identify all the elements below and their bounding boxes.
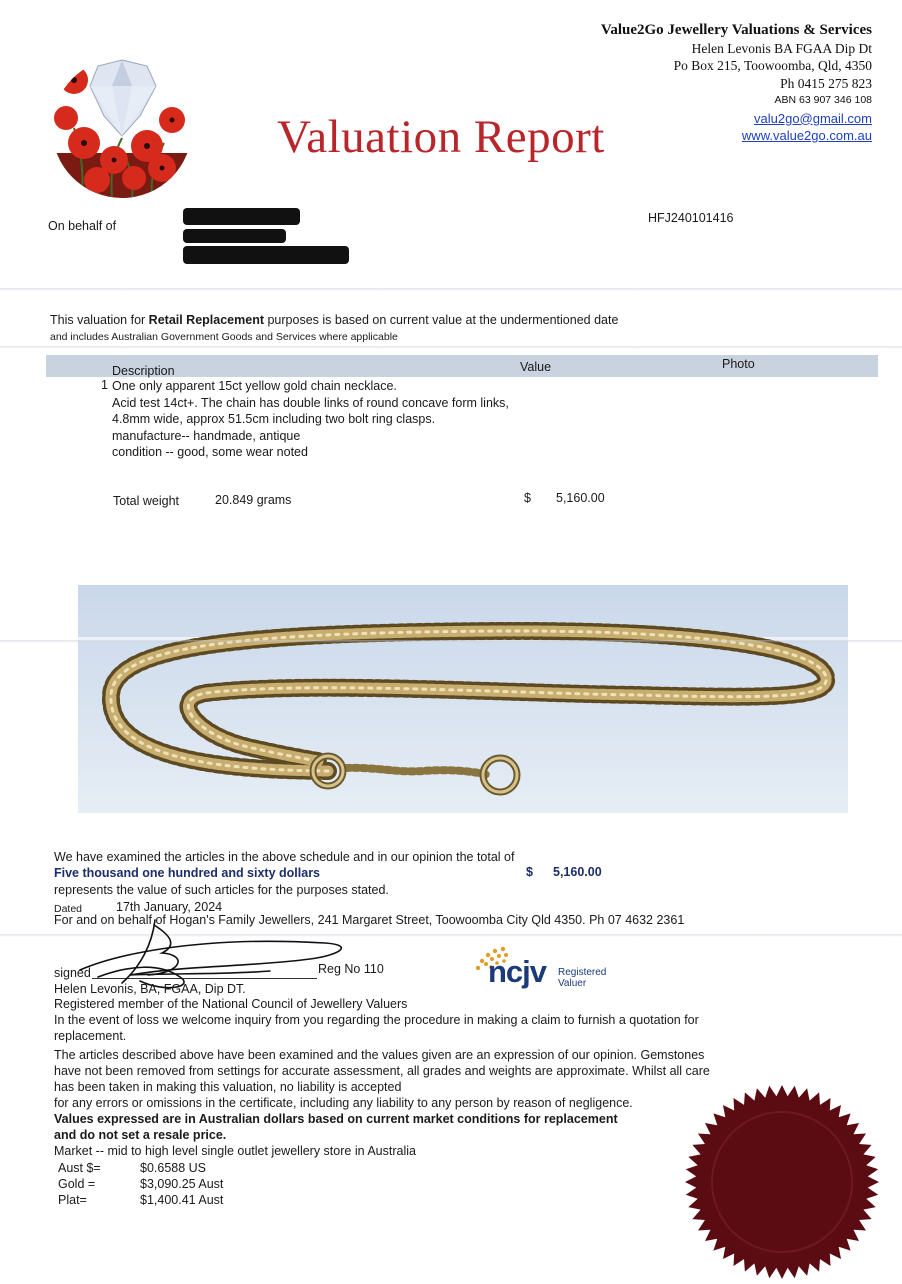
necklace-photo	[78, 585, 848, 813]
company-phone: Ph 0415 275 823	[780, 75, 872, 91]
disclaimer-line: for any errors or omissions in the certificate, including any liability to any person by reason of negligence.	[54, 1096, 633, 1110]
report-title: Valuation Report	[277, 111, 605, 163]
description-line: One only apparent 15ct yellow gold chain necklace.	[112, 379, 397, 393]
member-statement: Registered member of the National Council of Jewellery Valuers	[54, 997, 408, 1011]
rate-value: $0.6588 US	[140, 1161, 207, 1175]
wax-seal	[683, 1083, 881, 1281]
value-currency: $	[524, 491, 531, 505]
description-line: manufacture-- handmade, antique	[112, 428, 301, 443]
disclaimer-line: replacement.	[54, 1029, 127, 1043]
ncjv-line1: Registered	[558, 967, 607, 978]
company-address: Po Box 215, Toowoomba, Qld, 4350	[673, 58, 872, 73]
dated-label: Dated	[54, 903, 83, 915]
website-link[interactable]: www.value2go.com.au	[741, 128, 872, 143]
rate-label: Gold =	[58, 1177, 96, 1191]
description-line: condition -- good, some wear noted	[112, 445, 308, 459]
opinion-statement: represents the value of such articles for the purposes stated.	[54, 883, 389, 897]
ncjv-line2: Valuer	[558, 978, 587, 989]
ncjv-logo	[472, 942, 632, 992]
on-behalf-label: On behalf of	[48, 219, 117, 233]
purpose-text: Retail Replacement	[148, 313, 264, 327]
item-description	[112, 378, 509, 461]
description-line: 4.8mm wide, approx 51.5cm including two bolt ring clasps.	[112, 412, 436, 426]
total-amount: 5,160.00	[553, 865, 602, 879]
valuer-name: Helen Levonis, BA, FGAA, Dip DT.	[54, 982, 246, 996]
registration-number: Reg No 110	[318, 962, 384, 976]
rate-row	[58, 1160, 223, 1176]
intro-line2: and includes Australian Government Goods and Services where applicable	[50, 331, 398, 343]
opinion-line: We have examined the articles in the above schedule and in our opinion the total of	[54, 850, 515, 864]
rate-label: Aust $=	[58, 1161, 101, 1175]
valuation-intro	[50, 313, 618, 327]
poppy-diamond-logo	[52, 58, 192, 198]
description-line: Acid test 14ct+. The chain has double links of round concave form links,	[112, 395, 509, 410]
item-number: 1	[101, 378, 108, 392]
market-statement: Market -- mid to high level single outlet jewellery store in Australia	[54, 1144, 416, 1158]
disclaimer-line: The articles described above have been examined and the values given are an expression of our opinion. Gemstones	[54, 1048, 705, 1062]
redaction-bar	[183, 246, 349, 264]
weight-label: Total weight	[113, 494, 180, 508]
disclaimer-line: has been taken in making this valuation, no liability is accepted	[54, 1080, 402, 1094]
paper-fold-line	[0, 288, 902, 291]
ncjv-registered-valuer	[558, 967, 606, 989]
paper-fold-line	[0, 346, 902, 349]
col-description: Description	[112, 364, 175, 378]
ncjv-wordmark: ncjv	[488, 954, 547, 989]
intro-suffix: purposes is based on current value at the undermentioned date	[264, 313, 619, 327]
disclaimer-bold: Values expressed are in Australian dollars based on current market conditions for replacement	[54, 1112, 618, 1126]
item-value: 5,160.00	[556, 491, 605, 505]
rate-row	[58, 1176, 223, 1192]
intro-prefix: This valuation for	[50, 313, 149, 327]
company-name: Value2Go Jewellery Valuations & Services	[600, 22, 872, 38]
company-header	[601, 22, 872, 145]
amount-in-words: Five thousand one hundred and sixty dollars	[54, 866, 321, 880]
total-currency: $	[526, 865, 533, 879]
valuer-credentials: Helen Levonis BA FGAA Dip Dt	[691, 40, 872, 56]
company-abn: ABN 63 907 346 108	[774, 94, 872, 106]
reference-number: HFJ240101416	[648, 211, 734, 225]
col-photo: Photo	[722, 357, 755, 371]
rate-label: Plat=	[58, 1193, 87, 1207]
disclaimer-line: have not been removed from settings for accurate assessment, all grades and weights are approximate. Whilst all care	[54, 1064, 710, 1078]
disclaimer-line: In the event of loss we welcome inquiry from you regarding the procedure in making a claim to furnish a quotation for	[54, 1013, 699, 1027]
signed-label: signed	[54, 966, 91, 980]
disclaimer	[54, 1012, 774, 1159]
paper-fold-line	[0, 640, 902, 643]
redaction-bar	[183, 229, 286, 243]
rate-row	[58, 1192, 223, 1208]
rate-value: $1,400.41 Aust	[140, 1193, 224, 1207]
rates-list	[58, 1160, 223, 1208]
disclaimer-bold: and do not set a resale price.	[54, 1128, 227, 1142]
valuation-date: 17th January, 2024	[116, 900, 223, 914]
weight-value: 20.849 grams	[215, 493, 292, 507]
rate-value: $3,090.25 Aust	[140, 1177, 224, 1191]
redaction-bar	[183, 208, 300, 225]
col-value: Value	[520, 360, 552, 374]
email-link[interactable]: valu2go@gmail.com	[754, 110, 872, 126]
on-behalf-statement: For and on behalf of Hogan's Family Jewellers, 241 Margaret Street, Toowoomba City Qld 4350. Ph 07 4632 2361	[54, 913, 685, 927]
